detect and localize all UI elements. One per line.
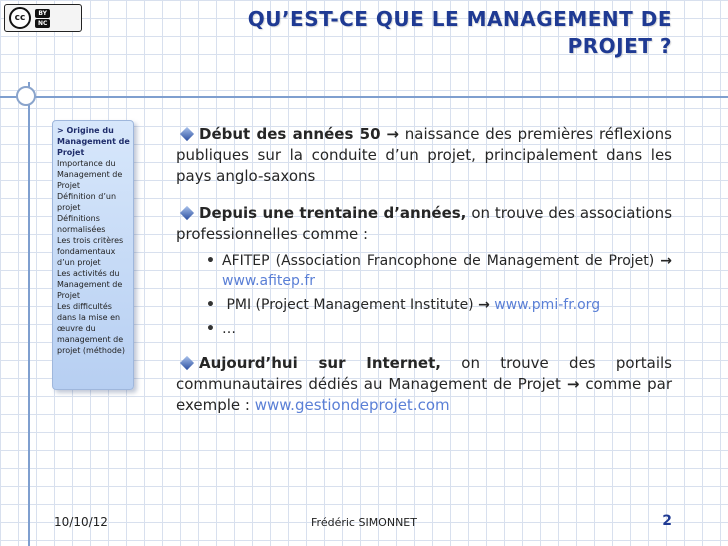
title-line-1: QU’EST-CE QUE LE MANAGEMENT DE bbox=[247, 7, 672, 31]
footer-date: 10/10/12 bbox=[54, 515, 108, 529]
diamond-bullet-icon bbox=[180, 356, 194, 370]
bullet-icon: • bbox=[206, 253, 215, 269]
pmi-text: PMI (Project Management Institute) bbox=[226, 297, 474, 313]
sidebar-item-criteres[interactable]: Les trois critères fondamentaux d’un projet bbox=[57, 236, 124, 267]
outline-sidebar bbox=[52, 120, 134, 390]
pmi-link[interactable]: www.pmi-fr.org bbox=[494, 297, 601, 313]
sidebar-item-importance[interactable]: Importance du Management de Projet bbox=[57, 159, 123, 190]
page-number: 2 bbox=[662, 513, 672, 529]
p1-bold: Début des années 50 bbox=[199, 125, 381, 143]
top-rule bbox=[0, 96, 728, 98]
footer-author: Frédéric SIMONNET bbox=[311, 516, 417, 529]
p1-text: naissance des premières réflexions publiques sur la conduite d’un projet, principalement dans les pays anglo-saxons bbox=[176, 125, 672, 185]
slide-title bbox=[110, 6, 672, 60]
ellipsis-text: … bbox=[222, 321, 236, 337]
gestiondeprojet-link[interactable]: www.gestiondeprojet.com bbox=[254, 396, 450, 414]
p3-text: on trouve des portails communautaires dédiés au Management de Projet bbox=[176, 354, 672, 393]
p2-bold: Depuis une trentaine d’années, bbox=[199, 204, 467, 222]
paragraph-aujourdhui bbox=[176, 353, 672, 416]
list-item bbox=[206, 251, 672, 291]
diamond-bullet-icon bbox=[180, 206, 194, 220]
margin-rule bbox=[28, 82, 30, 546]
creative-commons-icon: cc bbox=[9, 7, 31, 29]
arrow-right-icon: → bbox=[478, 297, 490, 313]
list-item bbox=[206, 319, 672, 339]
list-item bbox=[206, 295, 672, 315]
p3-text-2: comme par exemple : bbox=[176, 375, 672, 414]
p2-text: on trouve des associations professionnelles comme : bbox=[176, 204, 673, 243]
slide-content bbox=[176, 124, 672, 432]
bullet-icon: • bbox=[206, 321, 215, 337]
sidebar-item-difficultes[interactable]: Les difficultés dans la mise en œuvre du management de projet (méthode) bbox=[57, 302, 125, 355]
afitep-text: AFITEP (Association Francophone de Management de Projet) bbox=[222, 253, 655, 269]
binder-ring-icon bbox=[16, 86, 36, 106]
by-icon: BY bbox=[35, 9, 50, 18]
p3-bold: Aujourd’hui sur Internet, bbox=[199, 354, 441, 372]
sidebar-item-activites[interactable]: Les activités du Management de Projet bbox=[57, 269, 123, 300]
sidebar-item-origine[interactable]: > Origine du Management de Projet bbox=[57, 126, 130, 157]
bullet-icon: • bbox=[206, 297, 215, 313]
arrow-right-icon: → bbox=[386, 125, 399, 143]
nc-icon: NC bbox=[35, 19, 50, 28]
arrow-right-icon: → bbox=[566, 375, 580, 393]
cc-license-badge bbox=[4, 4, 82, 32]
title-line-2: PROJET ? bbox=[567, 34, 672, 58]
sidebar-item-definitions-normalisees[interactable]: Définitions normalisées bbox=[57, 214, 106, 234]
arrow-right-icon: → bbox=[660, 253, 672, 269]
associations-list bbox=[206, 251, 672, 339]
sidebar-item-definition[interactable]: Définition d’un projet bbox=[57, 192, 117, 212]
diamond-bullet-icon bbox=[180, 127, 194, 141]
paragraph-debut bbox=[176, 124, 672, 187]
afitep-link[interactable]: www.afitep.fr bbox=[222, 273, 316, 289]
paragraph-depuis bbox=[176, 203, 672, 245]
